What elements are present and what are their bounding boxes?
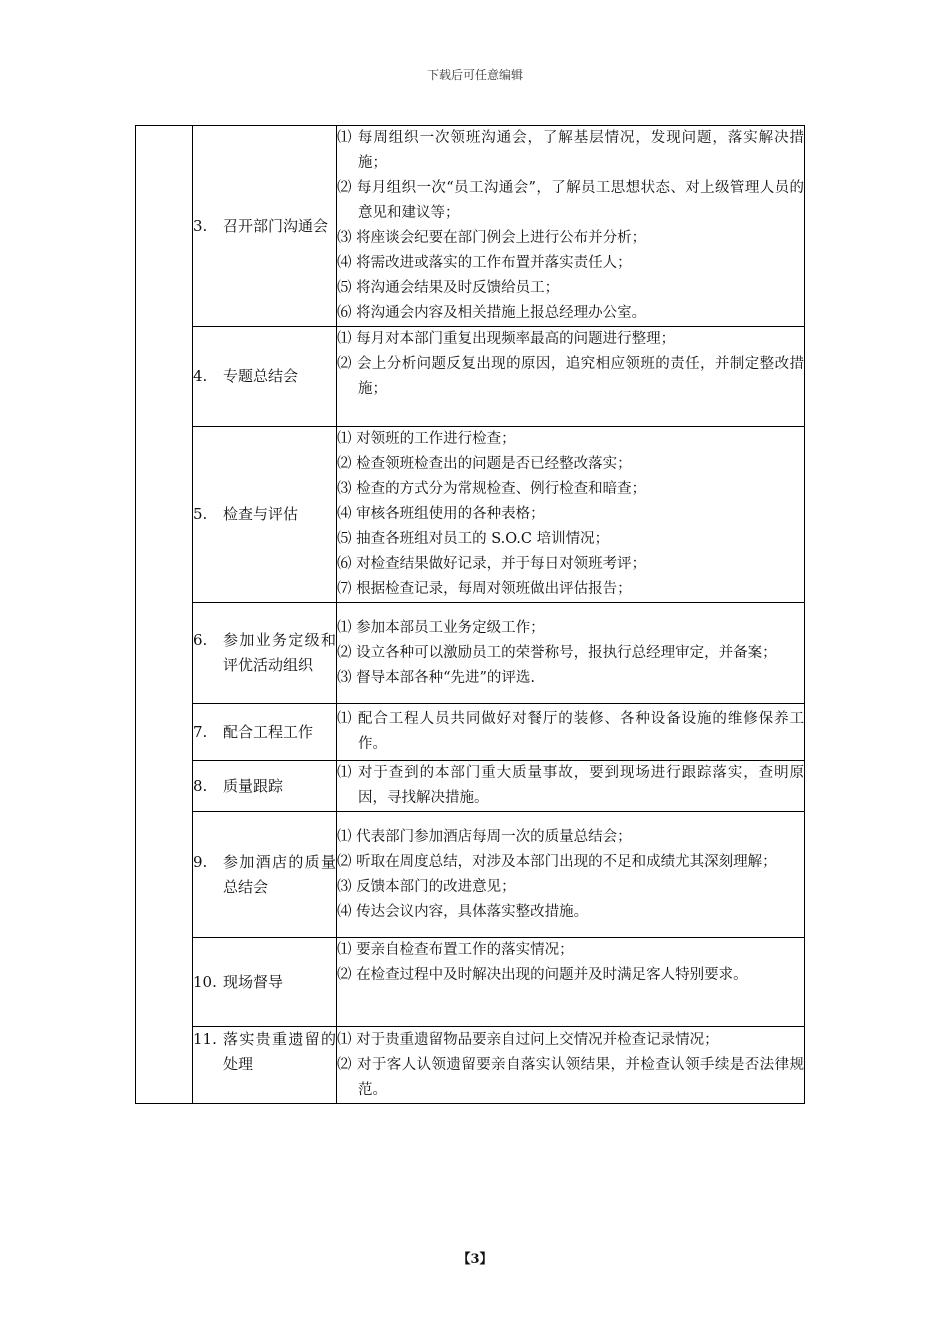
task-name: 落实贵重遗留的处理 (223, 1030, 336, 1073)
page-number: 【3】 (457, 1252, 493, 1267)
table-row (136, 327, 805, 427)
page-header: 下载后可任意编辑 (426, 68, 523, 82)
table-row (136, 812, 805, 938)
details-cell (337, 427, 805, 603)
details-cell (337, 761, 805, 812)
details-cell (337, 327, 805, 427)
task-number: 4. (193, 367, 208, 385)
task-name: 现场督导 (223, 972, 284, 991)
list-item: ⑴ 对于查到的本部门重大质量事故，要到现场进行跟踪落实，查明原因，寻找解决措施。 (337, 765, 804, 806)
list-item: ⑵ 会上分析问题反复出现的原因，追究相应领班的责任，并制定整改措施； (337, 356, 804, 397)
task-name: 质量跟踪 (223, 776, 284, 795)
task-number: 7. (193, 722, 208, 741)
task-cell (193, 812, 337, 938)
task-number: 8. (193, 776, 208, 795)
list-item: ⑴ 对领班的工作进行检查； (337, 431, 516, 447)
list-item: ⑺ 根据检查记录，每周对领班做出评估报告； (337, 581, 632, 597)
list-item: ⑵ 每月组织一次“员工沟通会”，了解员工思想状态、对上级管理人员的意见和建议等； (337, 180, 804, 221)
list-item: ⑷ 将需改进或落实的工作布置并落实责任人； (337, 255, 632, 271)
list-item: ⑷ 传达会议内容，具体落实整改措施。 (337, 903, 589, 920)
list-item: ⑴ 配合工程人员共同做好对餐厅的装修、各种设备设施的维修保养工作。 (337, 711, 804, 752)
list-item: ⑵ 设立各种可以激励员工的荣誉称号，报执行总经理审定，并备案； (337, 644, 777, 661)
duty-table-body (136, 126, 805, 1104)
list-item: ⑴ 对于贵重遗留物品要亲自过问上交情况并检查记录情况； (337, 1031, 719, 1048)
task-name: 配合工程工作 (223, 722, 314, 741)
task-name: 召开部门沟通会 (223, 216, 329, 235)
task-cell (193, 603, 337, 704)
list-item: ⑶ 反馈本部门的改进意见； (337, 878, 516, 895)
details-cell (337, 1027, 805, 1104)
task-number: 6. (193, 631, 208, 649)
details-cell (337, 603, 805, 704)
details-cell (337, 812, 805, 938)
blank-column (136, 126, 193, 1104)
task-cell (193, 938, 337, 1027)
table-row (136, 427, 805, 603)
task-number: 9. (193, 852, 208, 871)
list-item: ⑶ 检查的方式分为常规检查、例行检查和暗查； (337, 481, 647, 497)
list-item: ⑵ 听取在周度总结，对涉及本部门出现的不足和成绩尤其深刻理解； (337, 853, 777, 870)
details-cell (337, 704, 805, 761)
table-row (136, 126, 805, 327)
list-item: ⑹ 对检查结果做好记录，并于每日对领班考评； (337, 556, 647, 572)
task-number: 3. (193, 216, 208, 235)
details-cell (337, 126, 805, 327)
list-item: ⑴ 参加本部员工业务定级工作； (337, 619, 545, 636)
task-cell (193, 327, 337, 427)
list-item: ⑷ 审核各班组使用的各种表格； (337, 506, 545, 522)
list-item: ⑶ 督导本部各种“先进”的评选. (337, 669, 536, 686)
task-cell (193, 1027, 337, 1104)
task-cell (193, 126, 337, 327)
list-item: ⑴ 每月对本部门重复出现频率最高的问题进行整理； (337, 331, 676, 347)
task-cell (193, 761, 337, 812)
list-item: ⑵ 在检查过程中及时解决出现的问题并及时满足客人特别要求。 (337, 967, 748, 983)
list-item: ⑶ 将座谈会纪要在部门例会上进行公布并分析； (337, 230, 647, 246)
list-item: ⑵ 检查领班检查出的问题是否已经整改落实； (337, 456, 632, 472)
table-row (136, 1027, 805, 1104)
task-number: 11. (193, 1030, 217, 1048)
task-name: 参加酒店的质量总结会 (223, 852, 336, 896)
list-item: ⑴ 每周组织一次领班沟通会，了解基层情况，发现问题，落实解决措施； (337, 130, 804, 171)
table-row (136, 704, 805, 761)
task-cell (193, 704, 337, 761)
task-name: 检查与评估 (223, 505, 299, 523)
list-item: ⑴ 代表部门参加酒店每周一次的质量总结会； (337, 828, 632, 845)
table-row (136, 603, 805, 704)
list-item: ⑵ 对于客人认领遗留要亲自落实认领结果，并检查认领手续是否法律规范。 (337, 1056, 804, 1098)
table-row (136, 938, 805, 1027)
task-number: 5. (193, 505, 208, 523)
task-number: 10. (193, 972, 217, 991)
list-item: ⑸ 将沟通会结果及时反馈给员工； (337, 280, 560, 296)
task-name: 参加业务定级和评优活动组织 (223, 631, 336, 674)
list-item: ⑹ 将沟通会内容及相关措施上报总经理办公室。 (337, 305, 647, 321)
list-item: ⑸ 抽查各班组对员工的 S.O.C 培训情况； (337, 531, 610, 547)
duty-table (135, 125, 805, 1104)
table-row (136, 761, 805, 812)
task-cell (193, 427, 337, 603)
details-cell (337, 938, 805, 1027)
list-item: ⑴ 要亲自检查布置工作的落实情况； (337, 942, 574, 958)
task-name: 专题总结会 (223, 367, 299, 385)
